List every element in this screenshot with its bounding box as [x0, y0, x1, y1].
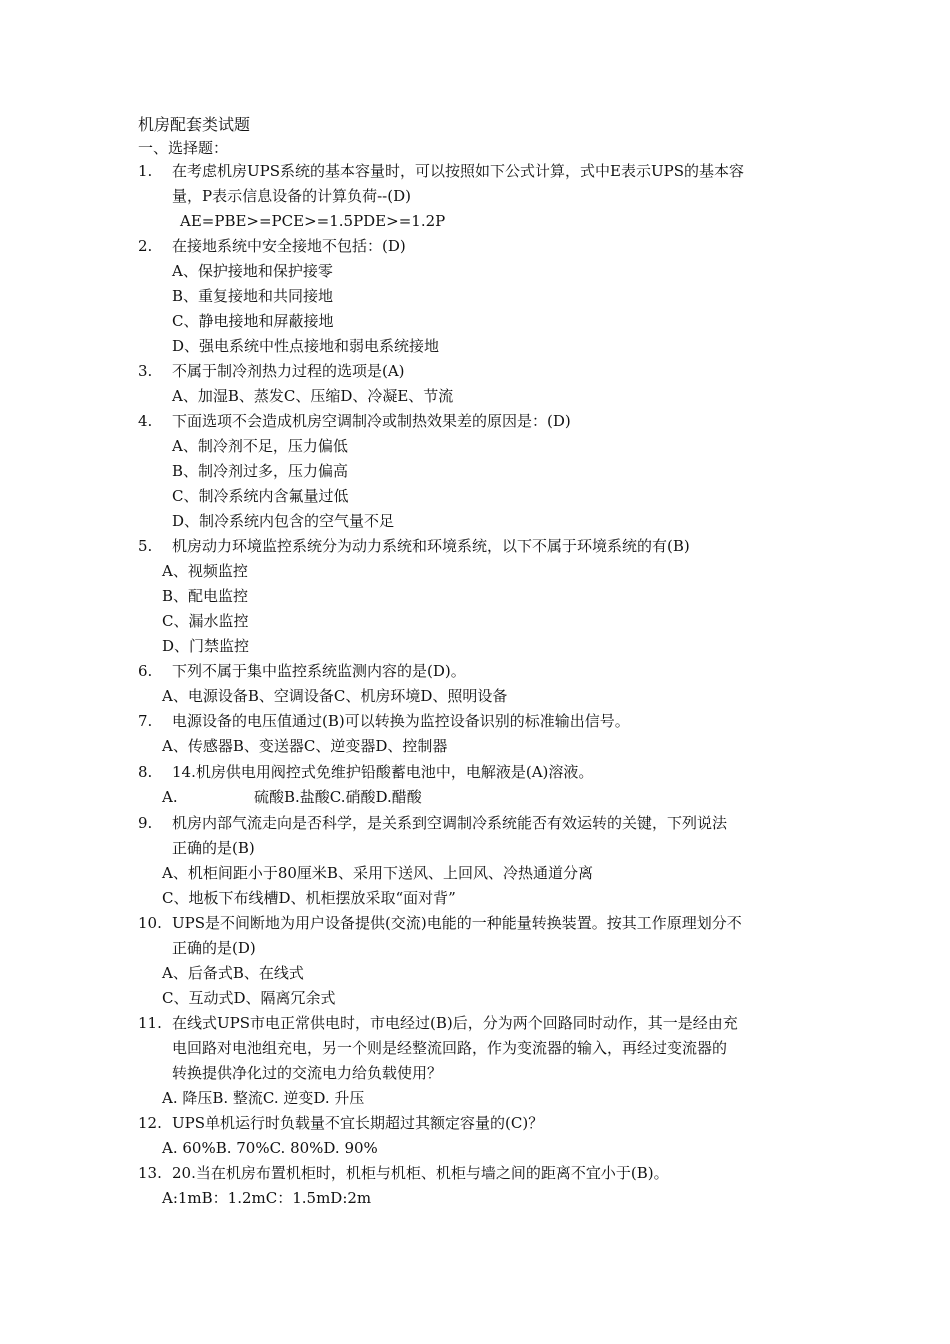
answer-option: A、后备式B、在线式 [162, 964, 304, 982]
question-text: 在考虑机房UPS系统的基本容量时，可以按照如下公式计算，式中E表示UPS的基本容 [172, 162, 744, 180]
answer-option: B、重复接地和共同接地 [172, 287, 334, 305]
question-number: 1. [138, 162, 153, 180]
question-text: 下面选项不会造成机房空调制冷或制热效果差的原因是：(D) [172, 412, 571, 430]
question-number: 12. [138, 1114, 162, 1132]
document-title: 机房配套类试题 [138, 115, 251, 134]
answer-option: C、制冷系统内含氟量过低 [172, 487, 349, 505]
answer-option: A:1mB：1.2mC：1.5mD:2m [162, 1189, 372, 1207]
question-text: 14.机房供电用阀控式免维护铅酸蓄电池中，电解液是(A)溶液。 [172, 763, 594, 781]
answer-option: C、漏水监控 [162, 612, 249, 630]
answer-option-label: A. [162, 788, 178, 806]
answer-option: A、电源设备B、空调设备C、机房环境D、照明设备 [162, 687, 508, 705]
answer-option: A. 60%B. 70%C. 80%D. 90% [162, 1139, 378, 1157]
question-text: 在线式UPS市电正常供电时，市电经过(B)后，分为两个回路同时动作，其一是经由充 [172, 1014, 738, 1032]
answer-option: A、机柜间距小于80厘米B、采用下送风、上回风、冷热通道分离 [162, 864, 593, 882]
question-text: UPS单机运行时负载量不宜长期超过其额定容量的(C)？ [172, 1114, 544, 1132]
answer-option: A、视频监控 [162, 562, 248, 580]
section-heading: 一、选择题： [138, 139, 229, 157]
answer-option: 硫酸B.盐酸C.硝酸D.醋酸 [254, 788, 422, 806]
question-text: 正确的是(B) [172, 839, 255, 857]
question-text: 机房内部气流走向是否科学，是关系到空调制冷系统能否有效运转的关键，下列说法 [172, 814, 728, 832]
question-text: 20.当在机房布置机柜时，机柜与机柜、机柜与墙之间的距离不宜小于(B)。 [172, 1164, 669, 1182]
answer-option: C、互动式D、隔离冗余式 [162, 989, 336, 1007]
question-text: 量，P表示信息设备的计算负荷--(D) [172, 187, 411, 205]
question-text: 不属于制冷剂热力过程的选项是(A) [172, 362, 405, 380]
question-text: 转换提供净化过的交流电力给负载使用？ [172, 1064, 443, 1082]
answer-option: D、制冷系统内包含的空气量不足 [172, 512, 395, 530]
question-text: UPS是不间断地为用户设备提供(交流)电能的一种能量转换装置。按其工作原理划分不 [172, 914, 742, 932]
question-text: 下列不属于集中监控系统监测内容的是(D)。 [172, 662, 466, 680]
question-number: 9. [138, 814, 153, 832]
question-text: 机房动力环境监控系统分为动力系统和环境系统，以下不属于环境系统的有(B) [172, 537, 690, 555]
answer-option: B、配电监控 [162, 587, 249, 605]
answer-option: B、制冷剂过多，压力偏高 [172, 462, 349, 480]
question-text: 电回路对电池组充电，另一个则是经整流回路，作为变流器的输入，再经过变流器的 [172, 1039, 728, 1057]
question-number: 8. [138, 763, 153, 781]
question-text: 正确的是(D) [172, 939, 256, 957]
question-number: 5. [138, 537, 153, 555]
question-number: 3. [138, 362, 153, 380]
answer-option: AE=PBE>=PCE>=1.5PDE>=1.2P [180, 212, 446, 230]
answer-option: C、静电接地和屏蔽接地 [172, 312, 334, 330]
answer-option: C、地板下布线槽D、机柜摆放采取“面对背” [162, 889, 456, 907]
answer-option: A、加湿B、蒸发C、压缩D、冷凝E、节流 [172, 387, 454, 405]
answer-option: D、门禁监控 [162, 637, 250, 655]
question-number: 6. [138, 662, 153, 680]
question-number: 13. [138, 1164, 162, 1182]
question-number: 7. [138, 712, 153, 730]
question-text: 在接地系统中安全接地不包括：(D) [172, 237, 406, 255]
question-number: 10. [138, 914, 162, 932]
answer-option: A、制冷剂不足，压力偏低 [172, 437, 348, 455]
question-number: 2. [138, 237, 153, 255]
answer-option: A. 降压B. 整流C. 逆变D. 升压 [162, 1089, 365, 1107]
answer-option: D、强电系统中性点接地和弱电系统接地 [172, 337, 440, 355]
question-number: 4. [138, 412, 153, 430]
question-number: 11. [138, 1014, 162, 1032]
answer-option: A、保护接地和保护接零 [172, 262, 333, 280]
question-text: 电源设备的电压值通过(B)可以转换为监控设备识别的标准输出信号。 [172, 712, 630, 730]
answer-option: A、传感器B、变送器C、逆变器D、控制器 [162, 737, 448, 755]
